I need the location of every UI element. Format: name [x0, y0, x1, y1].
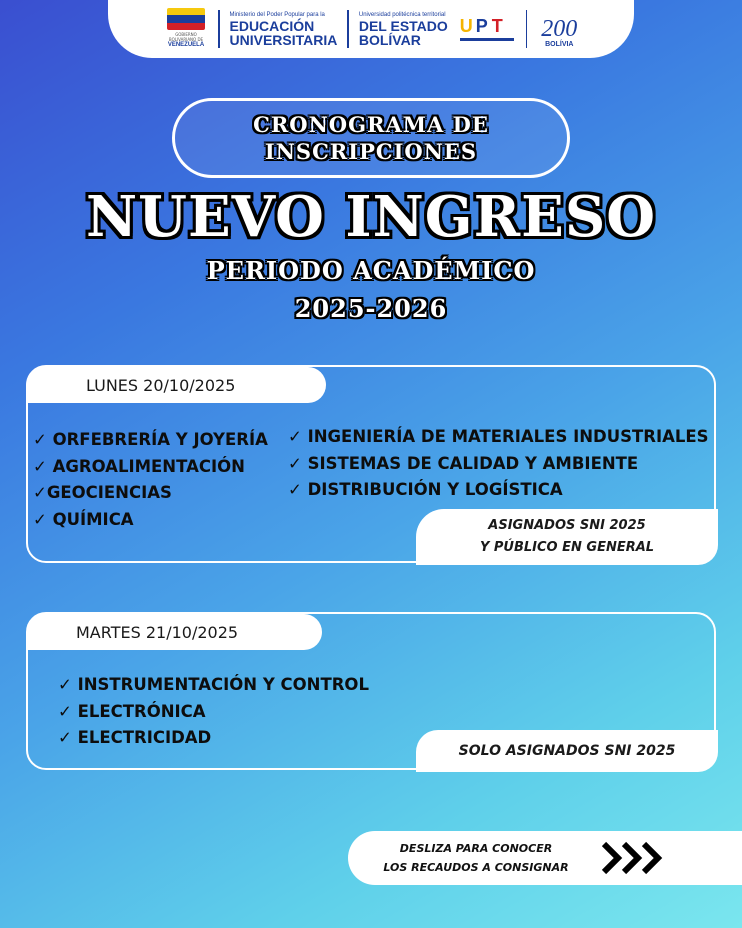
swipe-text	[370, 839, 582, 877]
bicentenario-number: 200	[541, 16, 578, 42]
university-caption: Universidad politécnica territorial	[358, 12, 446, 19]
ministry-name-2: UNIVERSITARIA	[229, 32, 338, 49]
bicentenario-name: BOLÍVIA	[545, 41, 574, 48]
list-item: ✓ SISTEMAS DE CALIDAD Y AMBIENTE	[288, 453, 639, 473]
date-label: LUNES 20/10/2025	[28, 367, 326, 403]
university-name-1: DEL ESTADO	[358, 17, 448, 34]
schedule-card-tuesday	[26, 612, 716, 770]
audience-note	[416, 509, 718, 565]
audience-note	[416, 730, 718, 772]
swipe-line-1: DESLIZA PARA CONOCER	[399, 842, 553, 855]
career-list-left	[33, 427, 268, 533]
venezuela-logo	[164, 8, 208, 48]
swipe-prompt[interactable]	[348, 831, 742, 885]
date-label: MARTES 21/10/2025	[28, 614, 322, 650]
list-item: ✓ ELECTRÓNICA	[58, 701, 206, 721]
upt-letter-u: U	[459, 16, 473, 36]
divider	[218, 10, 220, 48]
country-name: VENEZUELA	[167, 42, 205, 48]
header-logos	[108, 0, 634, 58]
upt-logo	[460, 14, 516, 48]
list-item: ✓ ORFEBRERÍA Y JOYERÍA	[33, 430, 268, 449]
periodo-academico: PERIODO ACADÉMICO	[206, 256, 536, 285]
ministry-caption: Ministerio del Poder Popular para la	[229, 12, 325, 19]
list-item: ✓ QUÍMICA	[33, 509, 134, 529]
ministry-name-1: EDUCACIÓN	[229, 17, 315, 34]
audience-note-line-2: Y PÚBLICO EN GENERAL	[479, 540, 655, 555]
divider	[347, 10, 349, 48]
schedule-card-monday	[26, 365, 716, 563]
cronograma-line-1: CRONOGRAMA DE	[253, 112, 489, 137]
career-list-left	[58, 672, 369, 752]
university-name-2: BOLÍVAR	[358, 32, 421, 49]
bicentenario-logo	[541, 17, 577, 48]
list-item: ✓ AGROALIMENTACIÓN	[33, 456, 245, 476]
gov-subtitle: GOBIERNO BOLIVARIANO DE	[168, 32, 204, 42]
list-item: ✓ INGENIERÍA DE MATERIALES INDUSTRIALES	[288, 427, 709, 446]
list-item: ✓GEOCIENCIAS	[33, 483, 172, 502]
main-title: NUEVO INGRESO	[85, 184, 657, 250]
list-item: ✓ INSTRUMENTACIÓN Y CONTROL	[58, 675, 369, 694]
swipe-line-2: LOS RECAUDOS A CONSIGNAR	[383, 861, 569, 874]
divider	[526, 10, 528, 48]
university-name-block	[359, 12, 448, 48]
audience-note-line-1: ASIGNADOS SNI 2025	[488, 518, 646, 533]
cronograma-line-2: INSCRIPCIONES	[264, 139, 478, 164]
cronograma-title-pill	[172, 98, 570, 178]
triple-chevron-right-icon[interactable]	[602, 841, 666, 875]
upt-letter-p: P	[475, 16, 488, 36]
upt-underline	[460, 38, 514, 41]
audience-note-line-1: SOLO ASIGNADOS SNI 2025	[458, 743, 676, 759]
list-item: ✓ ELECTRICIDAD	[58, 728, 212, 747]
academic-year: 2025-2026	[294, 294, 448, 323]
career-list-right	[288, 424, 709, 504]
list-item: ✓ DISTRIBUCIÓN Y LOGÍSTICA	[288, 480, 563, 499]
ministry-logo	[230, 12, 338, 48]
upt-letter-t: T	[491, 16, 503, 36]
venezuela-flag-icon	[167, 8, 205, 30]
